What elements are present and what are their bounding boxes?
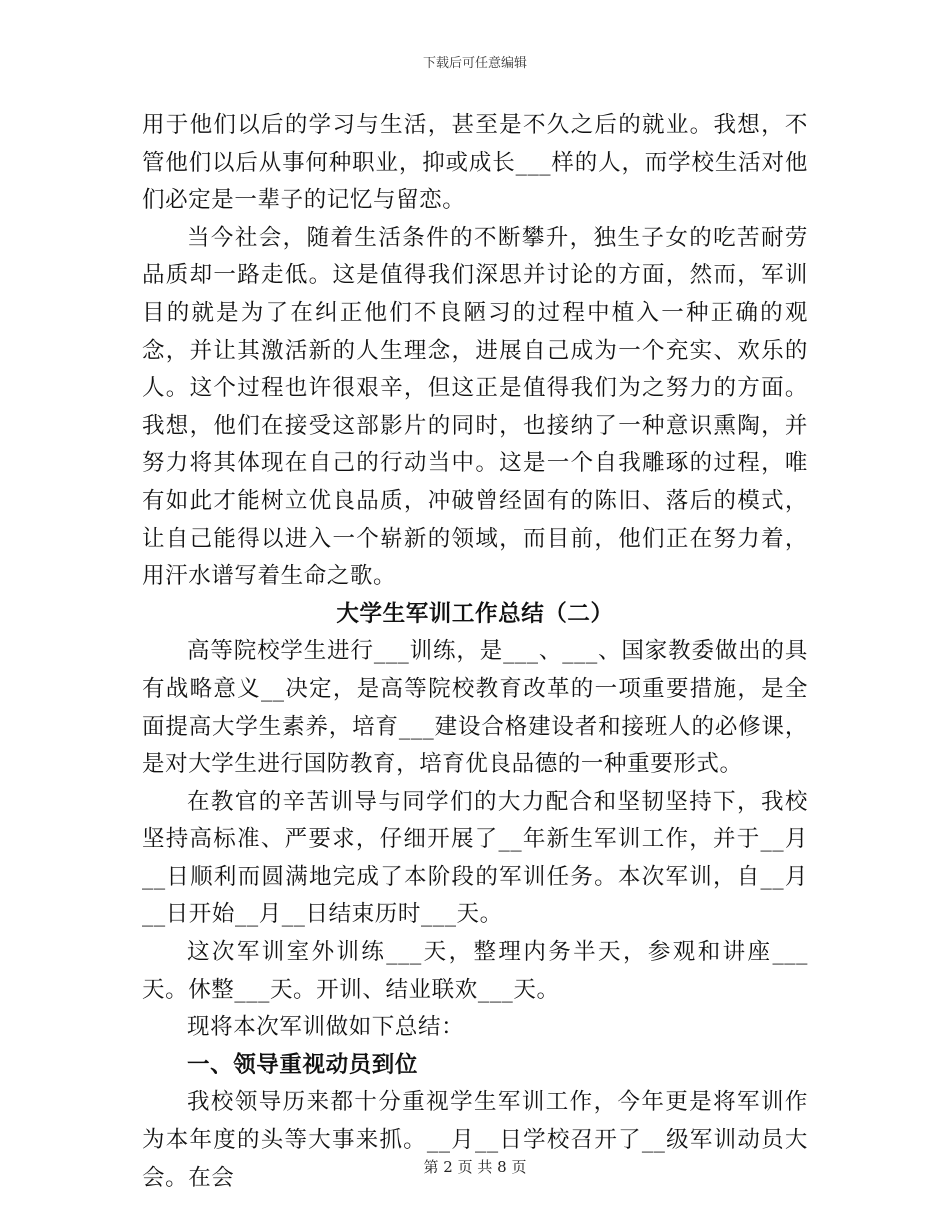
paragraph-continuation: 用于他们以后的学习与生活，甚至是不久之后的就业。我想，不管他们以后从事何种职业，抑或成长___样的人，而学校生活对他们必定是一辈子的记忆与留恋。 <box>142 112 808 214</box>
page-header: 下载后可任意编辑 <box>422 56 527 71</box>
paragraph-leadership: 我校领导历来都十分重视学生军训工作，今年更是将军训作为本年度的头等大事来抓。__月__日学校召开了__级军训动员大会。在会 <box>142 1089 808 1191</box>
document-body <box>142 107 808 1197</box>
subheading-leadership: 一、领导重视动员到位 <box>187 1051 419 1078</box>
paragraph-society: 当今社会，随着生活条件的不断攀升，独生子女的吃苦耐劳品质却一路走低。这是值得我们深思并讨论的方面，然而，军训目的就是为了在纠正他们不良陋习的过程中植入一种正确的观念，并让其激活新的人生理念，进展自己成为一个充实、欢乐的人。这个过程也许很艰辛，但这正是值得我们为之努力的方面。我想，他们在接受这部影片的同时，也接纳了一种意识熏陶，并努力将其体现在自己的行动当中。这是一个自我雕琢的过程，唯有如此才能树立优良品质，冲破曾经固有的陈旧、落后的模式，让自己能得以进入一个崭新的领域，而目前，他们正在努力着，用汗水谱写着生命之歌。 <box>142 224 808 590</box>
paragraph-intro: 高等院校学生进行___训练，是___、___、国家教委做出的具有战略意义__决定，是高等院校教育改革的一项重要措施，是全面提高大学生素养，培育___建设合格建设者和接班人的必修课，是对大学生进行国防教育，培育优良品德的一种重要形式。 <box>142 638 808 778</box>
paragraph-training-overview: 在教官的辛苦训导与同学们的大力配合和坚韧坚持下，我校坚持高标准、严要求，仔细开展了__年新生军训工作，并于__月__日顺利而圆满地完成了本阶段的军训任务。本次军训，自__月__日开始__月__日结束历时___天。 <box>142 788 808 928</box>
page-number: 第 2 页 共 8 页 <box>423 1158 527 1176</box>
paragraph-summary-lead: 现将本次军训做如下总结： <box>187 1014 465 1041</box>
paragraph-schedule: 这次军训室外训练___天，整理内务半天，参观和讲座___天。休整___天。开训、结业联欢___天。 <box>142 939 808 1003</box>
section-title: 大学生军训工作总结（二） <box>336 600 614 627</box>
